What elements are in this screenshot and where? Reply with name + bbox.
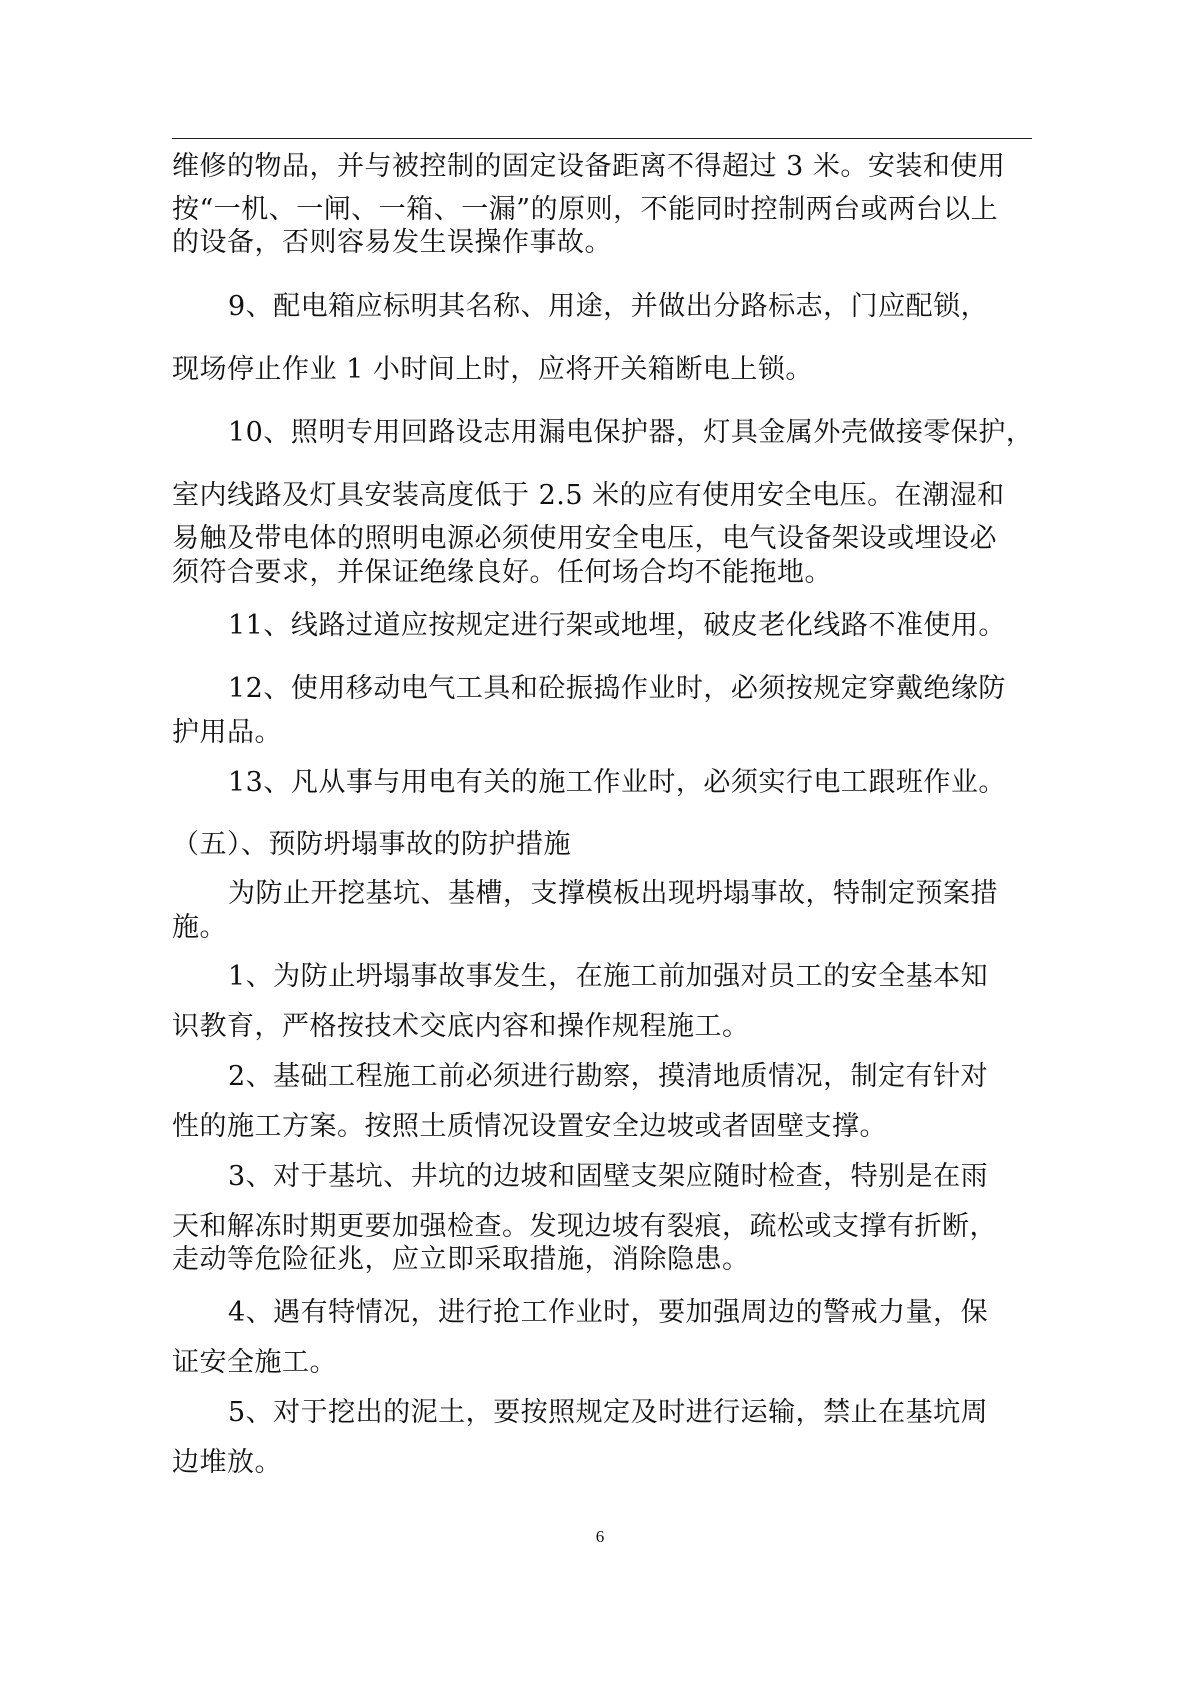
section-heading: （五）、预防坍塌事故的防护措施 — [172, 829, 571, 860]
text-line: 须符合要求，并保证绝缘良好。任何场合均不能拖地。 — [172, 557, 832, 588]
text-line: 3、对于基坑、井坑的边坡和固壁支架应随时检查，特别是在雨 — [228, 1161, 989, 1192]
text-line: 识教育，严格按技术交底内容和操作规程施工。 — [172, 1011, 750, 1042]
header-rule — [172, 138, 1032, 139]
text-line: 12、使用移动电气工具和砼振捣作业时，必须按规定穿戴绝缘防 — [228, 673, 1006, 704]
text-line: 13、凡从事与用电有关的施工作业时，必须实行电工跟班作业。 — [228, 767, 1006, 798]
text-line: 5、对于挖出的泥土，要按照规定及时进行运输，禁止在基坑周 — [228, 1397, 989, 1428]
text-line: 现场停止作业 1 小时间上时，应将开关箱断电上锁。 — [172, 354, 813, 385]
text-line: 易触及带电体的照明电源必须使用安全电压，电气设备架设或埋设必 — [172, 523, 997, 554]
page-number: 6 — [595, 1527, 605, 1546]
text-line: 10、照明专用回路设志用漏电保护器，灯具金属外壳做接零保护， — [228, 417, 1034, 448]
text-line: 2、基础工程施工前必须进行勘察，摸清地质情况，制定有针对 — [228, 1061, 989, 1092]
text-line: 9、配电箱应标明其名称、用途，并做出分路标志，门应配锁， — [228, 291, 989, 322]
text-line: 1、为防止坍塌事故事发生，在施工前加强对员工的安全基本知 — [228, 961, 989, 992]
text-line: 证安全施工。 — [172, 1347, 337, 1378]
text-line: 施。 — [172, 912, 227, 943]
text-line: 按“一机、一闸、一箱、一漏”的原则，不能同时控制两台或两台以上 — [172, 194, 999, 225]
text-line: 护用品。 — [172, 717, 282, 748]
text-line: 为防止开挖基坑、基槽，支撑模板出现坍塌事故，特制定预案措 — [228, 878, 998, 909]
text-line: 4、遇有特情况，进行抢工作业时，要加强周边的警戒力量，保 — [228, 1297, 989, 1328]
text-line: 性的施工方案。按照土质情况设置安全边坡或者固壁支撑。 — [172, 1111, 887, 1142]
text-line: 室内线路及灯具安装高度低于 2.5 米的应有使用安全电压。在潮湿和 — [172, 480, 1005, 511]
text-line: 的设备，否则容易发生误操作事故。 — [172, 227, 612, 258]
text-line: 边堆放。 — [172, 1447, 282, 1478]
text-line: 天和解冻时期更要加强检查。发现边坡有裂痕，疏松或支撑有折断， — [172, 1211, 997, 1242]
text-line: 维修的物品，并与被控制的固定设备距离不得超过 3 米。安装和使用 — [172, 151, 1006, 182]
text-line: 11、线路过道应按规定进行架或地埋，破皮老化线路不准使用。 — [228, 610, 1006, 641]
text-line: 走动等危险征兆，应立即采取措施，消除隐患。 — [172, 1244, 750, 1275]
